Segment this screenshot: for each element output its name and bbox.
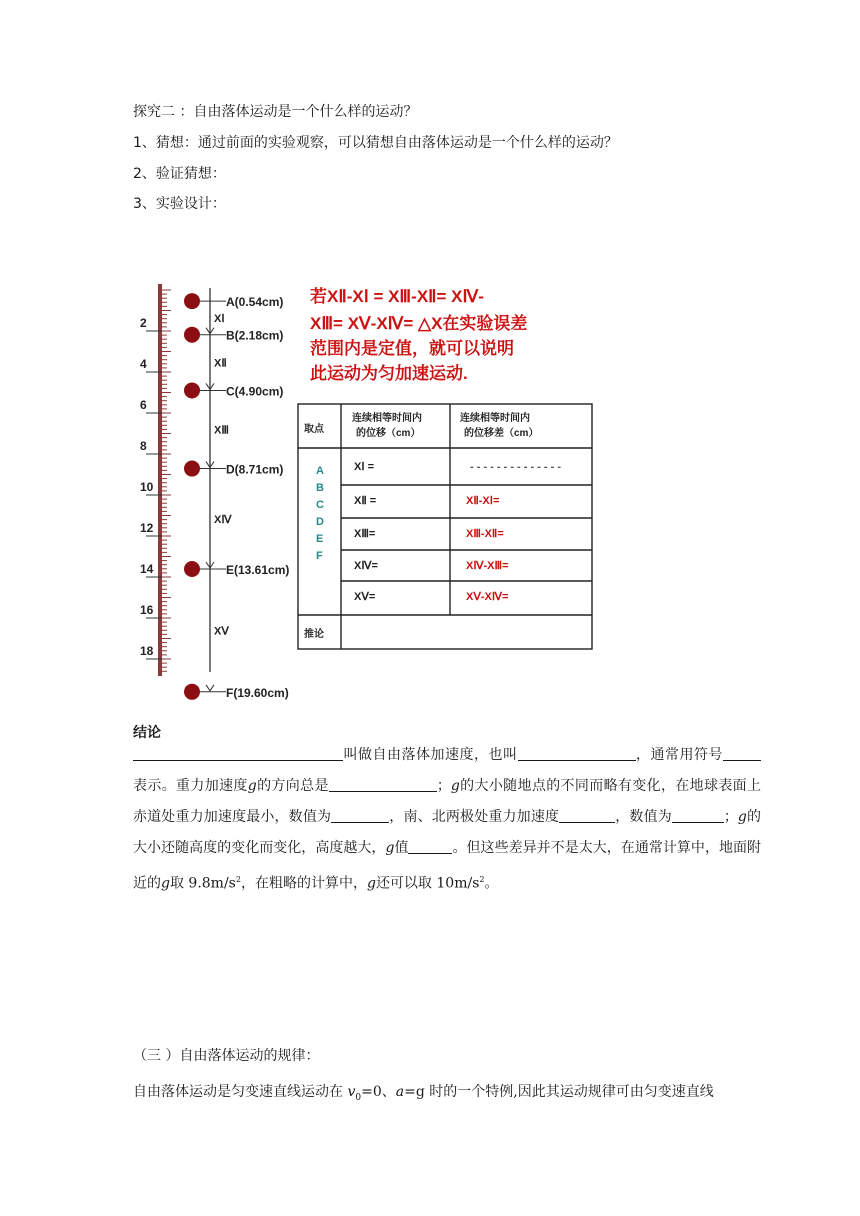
row-difference: XⅡ-XⅠ= — [466, 495, 500, 507]
ruler-tick-label: 18 — [140, 644, 154, 658]
points — [184, 293, 289, 700]
point-label: D(8.71cm) — [226, 462, 284, 477]
row-difference: XⅢ-XⅡ= — [466, 528, 504, 540]
point-label: C(4.90cm) — [226, 384, 284, 399]
header-diff-1: 连续相等时间内 — [460, 413, 530, 424]
section-title: 探究二 ：自由落体运动是一个什么样的运动？ — [133, 104, 418, 120]
conclusion-heading: 结论 — [133, 725, 161, 741]
blank-3[interactable] — [723, 744, 761, 761]
ruler-tick-label: 4 — [140, 357, 147, 371]
data-table — [298, 404, 592, 649]
dot — [184, 293, 200, 309]
red-statement — [310, 287, 527, 383]
blank-6[interactable] — [559, 806, 615, 823]
blank-8[interactable] — [408, 837, 452, 854]
item-guess: 1、猜想：通过前面的实验观察，可以猜想自由落体运动是一个什么样的运动？ — [133, 135, 618, 151]
row-difference: XⅤ-XⅣ= — [466, 591, 509, 603]
point-letter: F — [316, 550, 323, 562]
point-label: E(13.61cm) — [226, 563, 290, 578]
dot — [184, 561, 200, 577]
row-displacement: XⅢ= — [354, 528, 376, 540]
segment-label: XⅣ — [214, 513, 232, 526]
dot — [184, 382, 200, 398]
point-letter: E — [316, 533, 324, 545]
ruler-tick-label: 12 — [140, 521, 154, 535]
table-rows — [354, 461, 561, 603]
dot — [184, 327, 200, 343]
ruler-tick-label: 16 — [140, 603, 154, 617]
conclusion-paragraph: 叫做自由落体加速度，也叫 ，通常用符号表示。重力加速度g的方向总是 ；g的大小随地点的不同而略有变化，在地球表面上赤道处重力加速度最小，数值为 ，南、北两极处重力加速度 ，数值为 ；g的大小还随高度的变化而变化，高度越大，g值 。但这些差异并不是太大，在通常计算中，地面附近的g取 $9.8m/s^2$，在粗略的计算中，g还可以取 $10m/s^2$。 — [133, 740, 761, 900]
header-diff-2: 的位移差（cm） — [464, 428, 539, 439]
blank-7[interactable] — [672, 806, 724, 823]
red-line-3: 范围内是定值，就可以说明 — [310, 339, 514, 358]
row-displacement: XⅠ = — [354, 461, 375, 473]
free-fall-experiment-figure — [130, 280, 602, 700]
blank-1[interactable] — [133, 744, 343, 761]
point-letter: B — [316, 482, 324, 494]
row-displacement: XⅣ= — [354, 560, 378, 572]
red-line-1: 若XⅡ-XⅠ = XⅢ-XⅡ= XⅣ- — [310, 287, 484, 306]
item-verify: 2、验证猜想： — [133, 166, 226, 182]
segment-label: XⅠ — [214, 312, 225, 325]
segment-label: XⅡ — [214, 357, 227, 370]
dot — [184, 684, 200, 700]
row-displacement: XⅡ = — [354, 495, 377, 507]
point-label: A(0.54cm) — [226, 295, 284, 310]
ruler-tick-label: 8 — [140, 439, 147, 453]
header-point: 取点 — [304, 424, 324, 435]
footer-label: 推论 — [304, 629, 324, 640]
item-design: 3、实验设计： — [133, 196, 226, 212]
segment-arrow — [206, 685, 214, 691]
red-line-2: XⅢ= XⅤ-XⅣ= △X在实验误差 — [310, 314, 528, 333]
point-letter: C — [316, 499, 324, 511]
point-label: F(19.60cm) — [226, 685, 289, 700]
header-disp-1: 连续相等时间内 — [352, 413, 422, 424]
segment-label: XⅢ — [214, 424, 229, 437]
blank-4[interactable] — [329, 775, 437, 792]
blank-2[interactable] — [518, 744, 636, 761]
row-difference: - - - - - - - - - - - - - - — [470, 461, 562, 473]
blank-5[interactable] — [331, 806, 389, 823]
row-difference: XⅣ-XⅢ= — [466, 560, 509, 572]
ruler — [140, 284, 171, 676]
ruler-tick-label: 2 — [140, 316, 147, 330]
red-line-4: 此运动为匀加速运动. — [310, 364, 468, 383]
header-disp-2: 的位移（cm） — [356, 428, 421, 439]
point-label: B(2.18cm) — [226, 328, 284, 343]
ruler-tick-label: 6 — [140, 398, 147, 412]
point-letters — [316, 465, 324, 562]
point-letter: A — [316, 465, 324, 477]
ruler-edge — [158, 284, 162, 676]
row-displacement: XⅤ= — [354, 591, 376, 603]
section3-title: （三 ）自由落体运动的规律： — [133, 1048, 320, 1064]
dot — [184, 461, 200, 477]
ruler-tick-label: 10 — [140, 480, 154, 494]
point-letter: D — [316, 516, 324, 528]
section3-paragraph: 自由落体运动是匀变速直线运动在 $v_0=0$、a=g 时的一个特例,因此其运动规律可由匀变速直线 — [133, 1084, 714, 1103]
segment-label: XⅤ — [214, 625, 229, 638]
ruler-tick-label: 14 — [140, 562, 154, 576]
